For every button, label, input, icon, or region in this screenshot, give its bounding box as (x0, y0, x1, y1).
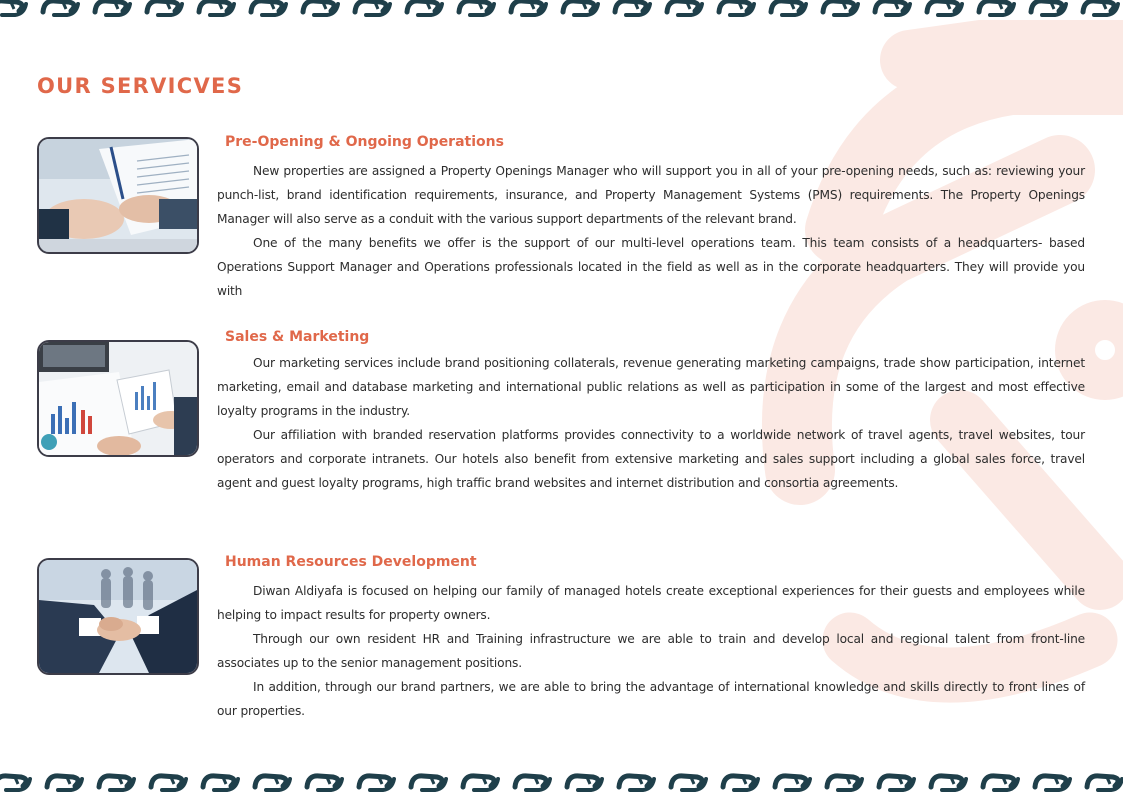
service-paragraph: Our affiliation with branded reservation platforms provides connectivity to a worldwide network of travel agents, travel websites, tour operators and corporate intranets. Our hotels also benefit from extensive marketing and sales support including a global sales force, travel agent and guest loyalty programs, high traffic brand websites and internet distribution and consortia agreements. (217, 428, 1085, 490)
service-paragraph: One of the many benefits we offer is the support of our multi-level operations team. This team consists of a headquarters- based Operations Support Manager and Operations professionals located in the field as well as in the corporate headquarters. They will provide you with (217, 236, 1085, 298)
service-paragraph: Diwan Aldiyafa is focused on helping our family of managed hotels create exceptional experiences for their guests and employees while helping to impact results for property owners. (217, 584, 1085, 622)
team-handshake-photo (37, 558, 199, 675)
page-title: OUR SERVICVES (37, 74, 244, 98)
service-description (217, 351, 1085, 495)
bottom-chain-border (0, 768, 1123, 793)
service-paragraph: New properties are assigned a Property Openings Manager who will support you in all of your pre-opening needs, such as: reviewing your punch-list, brand identification requirements, insurance, and Property Management Systems (PMS) requirements. The Property Openings Manager will also serve as a conduit with the various support departments of the relevant brand. (217, 164, 1085, 226)
service-heading: Human Resources Development (225, 554, 477, 570)
service-heading: Pre-Opening & Ongoing Operations (225, 134, 504, 150)
service-paragraph: Through our own resident HR and Training infrastructure we are able to train and develop local and regional talent from front-line associates up to the senior management positions. (217, 632, 1085, 670)
service-paragraph: Our marketing services include brand positioning collaterals, revenue generating marketing campaigns, trade show participation, internet marketing, email and database marketing and international public relations as well as participation in some of the largest and most effective loyalty programs in the industry. (217, 356, 1085, 418)
business-handshake-documents-photo (37, 137, 199, 254)
service-description (217, 159, 1085, 303)
service-description (217, 579, 1085, 723)
service-paragraph: In addition, through our brand partners, we are able to bring the advantage of international knowledge and skills directly to front lines of our properties. (217, 680, 1085, 718)
charts-laptop-meeting-photo (37, 340, 199, 457)
top-chain-border (0, 0, 1123, 22)
service-heading: Sales & Marketing (225, 329, 370, 345)
